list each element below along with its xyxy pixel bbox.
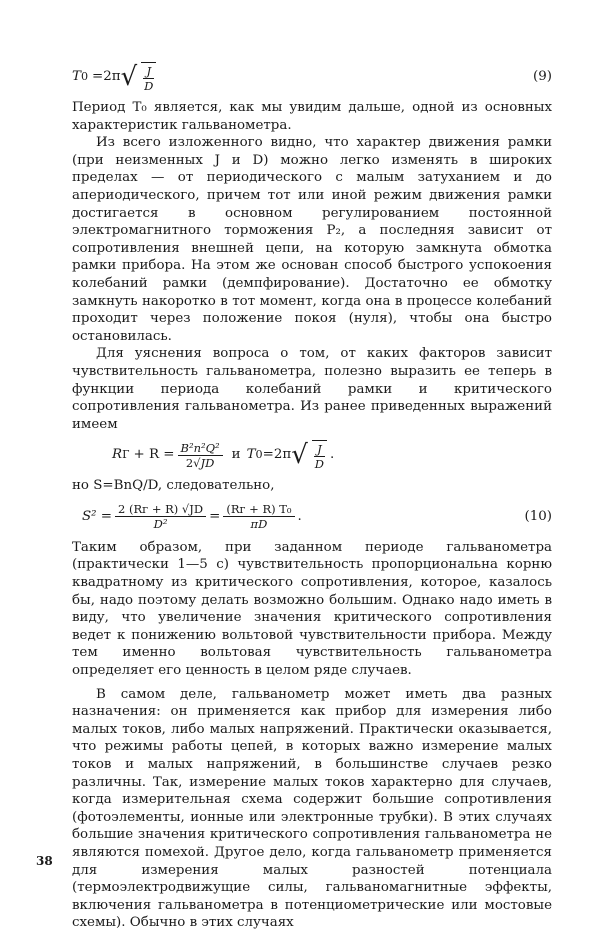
- paragraph-2: Из всего изложенного видно, что характер движения рамки (при неизменных J и D) можно легко изменять в широких пределах — от периодического с малым затуханием и до апериодического, причем тот или иной режим движения рамки достигается в основном регулированием постоянной электромагнитного торможения P₂, а последняя зависит от сопротивления внешней цепи, на которую замкнута обмотка рамки прибора. На этом же основан способ быстрого успокоения колебаний рамки (демпфирование). Достаточно ее обмотку замкнуть накоротко в тот момент, когда она в процессе колебаний проходит через положение покоя (нуля), чтобы она быстро остановилась.: [72, 135, 552, 344]
- line-s-definition: но S=BnQ/D, следовательно,: [72, 478, 275, 494]
- paragraph-1: Период T₀ является, как мы увидим дальше, одной из основных характеристик гальванометра.: [72, 100, 552, 133]
- equation-number-9: (9): [533, 69, 552, 85]
- formula-9: [72, 55, 552, 99]
- page-content: [72, 55, 552, 932]
- formula-9-math: T 0 =2π √ $\frac{J}{D}$: [72, 62, 159, 93]
- formula-critical-math: R Г + R = $\frac{\text{B²n²Q²}}{2√JD}$ и T 0 =2π √ $\frac{J}{D}$ .: [112, 440, 335, 471]
- formula-critical-resistance: [72, 433, 552, 477]
- equation-number-10: (10): [524, 509, 552, 525]
- paragraph-4: Таким образом, при заданном периоде гальванометра (практически 1—5 с) чувствительность пропорциональна корню квадратному из критического сопротивления, которое, казалось бы, надо поэтому делать возможно большим. Однако надо иметь в виду, что увеличение значения критического сопротивления ведет к понижению вольтовой чувствительности прибора. Между тем именно вольтовая чувствительность гальванометра определяет его ценность в целом ряде случаев.: [72, 539, 552, 679]
- paragraph-5: В самом деле, гальванометр может иметь два разных назначения: он применяется как прибор для измерения либо малых токов, либо малых напряжений. Практически оказывается, что режимы работы цепей, в которых важно измерение малых токов и малых напряжений, в большинстве случаев резко различны. Так, измерение малых токов характерно для случаев, когда измерительная схема содержит большие сопротивления (фотоэлементы, ионные или электронные трубки). В этих случаях большие значения критического сопротивления гальванометра не являются помехой. Другое дело, когда гальванометр применяется для измерения малых разностей потенциала (термоэлектродвижущие силы, гальваномагнитные эффекты, включения гальванометра в потенциометрические или мостовые схемы). Обычно в этих случаях: [72, 686, 552, 931]
- paragraph-3: Для уяснения вопроса о том, от каких факторов зависит чувствительность гальванометра, полезно выразить ее теперь в функции периода колебаний рамки и критического сопротивления гальванометра. Из ранее приведенных выражений имеем: [72, 346, 552, 432]
- sqrt-sign: √ $\frac{J}{D}$: [121, 62, 160, 93]
- page-number: 38: [36, 854, 53, 868]
- formula-10-math: S² = $\frac{2 (Rг + R) √JD}{\text{D²}}$ = $\frac{\text{(Rг + R) T₀}}{\pi D}$ .: [82, 502, 302, 532]
- formula-10: [72, 495, 552, 539]
